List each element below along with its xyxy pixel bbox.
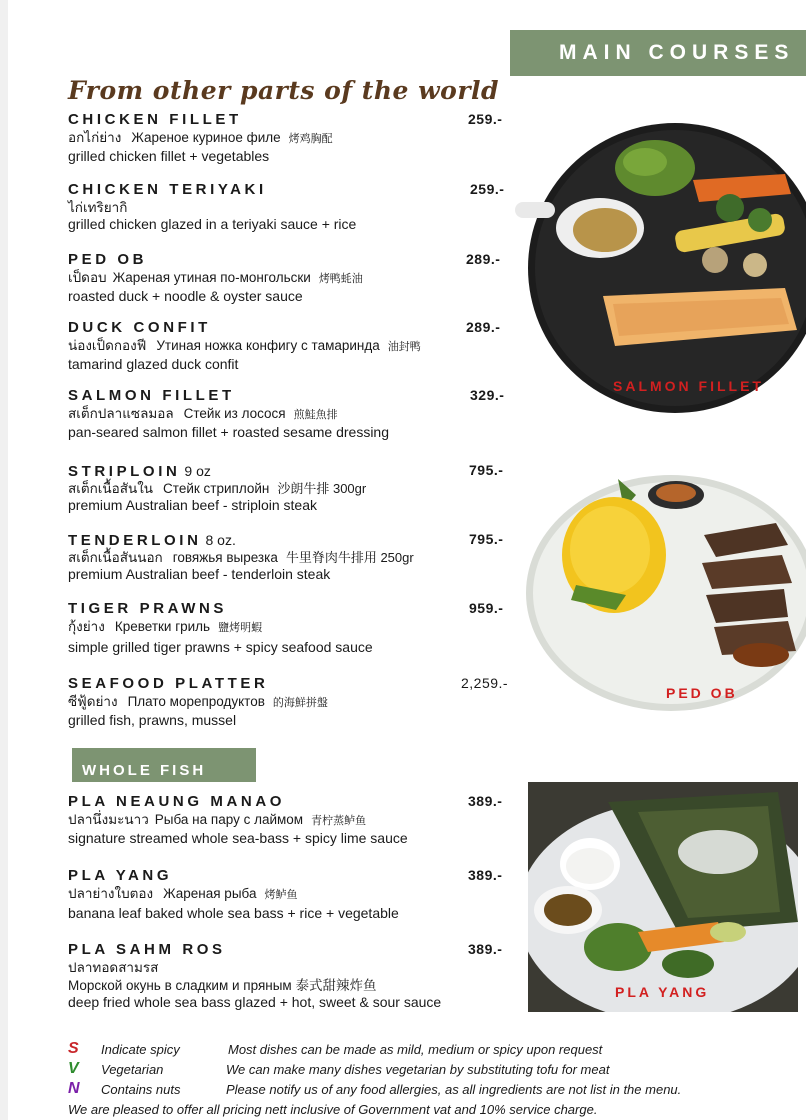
menu-item-chicken-fillet	[68, 111, 510, 165]
item-name: PLA YANG	[68, 867, 173, 884]
item-name: CHICKEN TERIYAKI	[68, 181, 267, 198]
item-name: PED OB	[68, 251, 148, 268]
salmon-fillet-photo	[515, 110, 806, 430]
item-thai: ปลานึ่งมะนาว	[68, 812, 149, 827]
main-courses-header: MAIN COURSES	[510, 30, 806, 76]
item-description: roasted duck + noodle & oyster sauce	[68, 288, 303, 304]
item-thai: สเต็กปลาแซลมอล	[68, 406, 174, 421]
item-russian: Рыба на пару с лаймом	[154, 812, 304, 827]
nuts-symbol: N	[68, 1080, 80, 1097]
ped-ob-photo	[526, 465, 806, 715]
item-thai: เป็ดอบ	[68, 270, 107, 285]
item-chinese: 青柠蒸鲈鱼	[311, 815, 367, 827]
item-russian: Жареная утиная по-монгольски	[112, 270, 311, 285]
item-size: 8 oz.	[205, 532, 236, 548]
item-thai: สเต็กเนื้อสันใน	[68, 481, 154, 496]
item-chinese: 牛里脊肉牛排用 250gr	[285, 550, 414, 565]
item-russian: Плато морепродуктов	[127, 694, 265, 709]
item-price: 329.-	[470, 387, 505, 403]
item-russian: Стейк стриплойн	[163, 481, 270, 496]
ped-ob-plate-image	[526, 465, 806, 715]
item-name: TIGER PRAWNS	[68, 600, 228, 617]
item-chinese: 煎鮭魚排	[293, 409, 338, 421]
menu-item-chicken-teriyaki	[68, 181, 510, 233]
spicy-symbol: S	[68, 1040, 79, 1057]
item-price: 289.-	[466, 251, 501, 267]
legend-label: Contains nuts	[101, 1082, 181, 1097]
pla-yang-plate-image	[528, 782, 798, 1012]
item-name: PLA SAHM ROS	[68, 941, 226, 958]
item-russian: говяжья вырезка	[172, 550, 278, 565]
menu-item-duck-confit	[68, 319, 510, 373]
item-thai: ไก่เทริยากิ	[68, 200, 128, 215]
item-chinese: 沙朗牛排 300gr	[277, 481, 367, 496]
item-description: premium Australian beef - striploin steak	[68, 497, 317, 513]
item-description: premium Australian beef - tenderloin steak	[68, 566, 331, 582]
item-russian: Жареное куриное филе	[131, 130, 281, 145]
item-chinese: 烤鸭蚝油	[318, 273, 363, 285]
legend-note: We can make many dishes vegetarian by substituting tofu for meat	[226, 1062, 610, 1077]
item-description: banana leaf baked whole sea bass + rice + vegetable	[68, 905, 399, 921]
legend-note: Please notify us of any food allergies, as all ingredients are not list in the menu.	[226, 1082, 682, 1097]
item-name: SALMON FILLET	[68, 387, 235, 404]
legend-row-vegetarian	[68, 1060, 798, 1080]
item-price: 259.-	[468, 111, 503, 127]
legend	[68, 1040, 798, 1100]
item-price: 795.-	[469, 462, 504, 478]
item-russian-chinese: Морской окунь в сладким и пряным 泰式甜辣炸鱼	[68, 978, 377, 993]
item-chinese: 的海鮮拼盤	[272, 697, 328, 709]
item-description: pan-seared salmon fillet + roasted sesame dressing	[68, 424, 390, 440]
legend-row-spicy	[68, 1040, 798, 1060]
menu-item-tiger-prawns	[68, 600, 510, 656]
item-price: 389.-	[468, 793, 503, 809]
item-name: CHICKEN FILLET	[68, 111, 242, 128]
item-chinese: 烤鲈鱼	[264, 889, 298, 901]
item-name: PLA NEAUNG MANAO	[68, 793, 286, 810]
section-title: From other parts of the world	[68, 76, 499, 105]
item-thai: น่องเป็ดกองฟี	[68, 338, 147, 353]
item-chinese: 鹽烤明蝦	[218, 622, 263, 634]
item-name: STRIPLOIN	[68, 463, 181, 480]
item-price: 289.-	[466, 319, 501, 335]
item-thai: อกไก่ย่าง	[68, 130, 122, 145]
item-size: 9 oz	[184, 463, 211, 479]
item-price: 795.-	[469, 531, 504, 547]
salmon-fillet-caption: SALMON FILLET	[613, 378, 764, 394]
item-chinese: 油封鸭	[387, 341, 421, 353]
item-thai: กุ้งย่าง	[68, 619, 105, 634]
item-description: grilled fish, prawns, mussel	[68, 712, 237, 728]
pla-yang-caption: PLA YANG	[615, 984, 710, 1000]
item-description: tamarind glazed duck confit	[68, 356, 239, 372]
item-price: 2,259.-	[461, 675, 509, 691]
legend-row-nuts	[68, 1080, 798, 1100]
menu-item-tenderloin	[68, 531, 510, 583]
item-thai: สเต็กเนื้อสันนอก	[68, 550, 163, 565]
item-thai: ซีฟู้ดย่าง	[68, 694, 118, 709]
item-chinese: 烤鸡胸配	[288, 133, 333, 145]
item-thai: ปลาทอดสามรส	[68, 960, 159, 975]
item-russian: Стейк из лосося	[183, 406, 286, 421]
pla-yang-photo	[528, 782, 798, 1012]
legend-note: Most dishes can be made as mild, medium or spicy upon request	[228, 1042, 603, 1057]
vegetarian-symbol: V	[68, 1060, 79, 1077]
item-russian: Утиная ножка конфигу с тамаринда	[156, 338, 380, 353]
menu-item-seafood-platter	[68, 675, 510, 729]
item-description: deep fried whole sea bass glazed + hot, sweet & sour sauce	[68, 994, 442, 1010]
item-name: SEAFOOD PLATTER	[68, 675, 269, 692]
item-price: 389.-	[468, 941, 503, 957]
whole-fish-header: WHOLE FISH	[72, 748, 256, 782]
item-description: grilled chicken fillet + vegetables	[68, 148, 270, 164]
item-russian: Креветки гриль	[114, 619, 211, 634]
menu-item-salmon-fillet	[68, 387, 510, 441]
legend-label: Vegetarian	[101, 1062, 164, 1077]
ped-ob-caption: PED OB	[666, 685, 738, 701]
item-description: grilled chicken glazed in a teriyaki sauce + rice	[68, 216, 357, 232]
item-price: 259.-	[470, 181, 505, 197]
page-edge	[0, 0, 8, 1120]
item-name: TENDERLOIN	[68, 532, 202, 549]
item-russian: Жареная рыба	[163, 886, 257, 901]
legend-label: Indicate spicy	[101, 1042, 180, 1057]
pricing-footer: We are pleased to offer all pricing nett inclusive of Government vat and 10% service charge.	[68, 1102, 598, 1117]
menu-item-ped-ob	[68, 251, 510, 305]
item-name: DUCK CONFIT	[68, 319, 211, 336]
item-price: 389.-	[468, 867, 503, 883]
menu-item-pla-sahm-ros	[68, 941, 510, 1011]
item-description: simple grilled tiger prawns + spicy seafood sauce	[68, 639, 373, 655]
menu-item-striploin	[68, 462, 510, 514]
item-price: 959.-	[469, 600, 504, 616]
item-description: signature streamed whole sea-bass + spicy lime sauce	[68, 830, 408, 846]
menu-item-pla-neaung-manao	[68, 793, 510, 847]
menu-item-pla-yang	[68, 867, 510, 922]
item-thai: ปลาย่างใบตอง	[68, 886, 154, 901]
